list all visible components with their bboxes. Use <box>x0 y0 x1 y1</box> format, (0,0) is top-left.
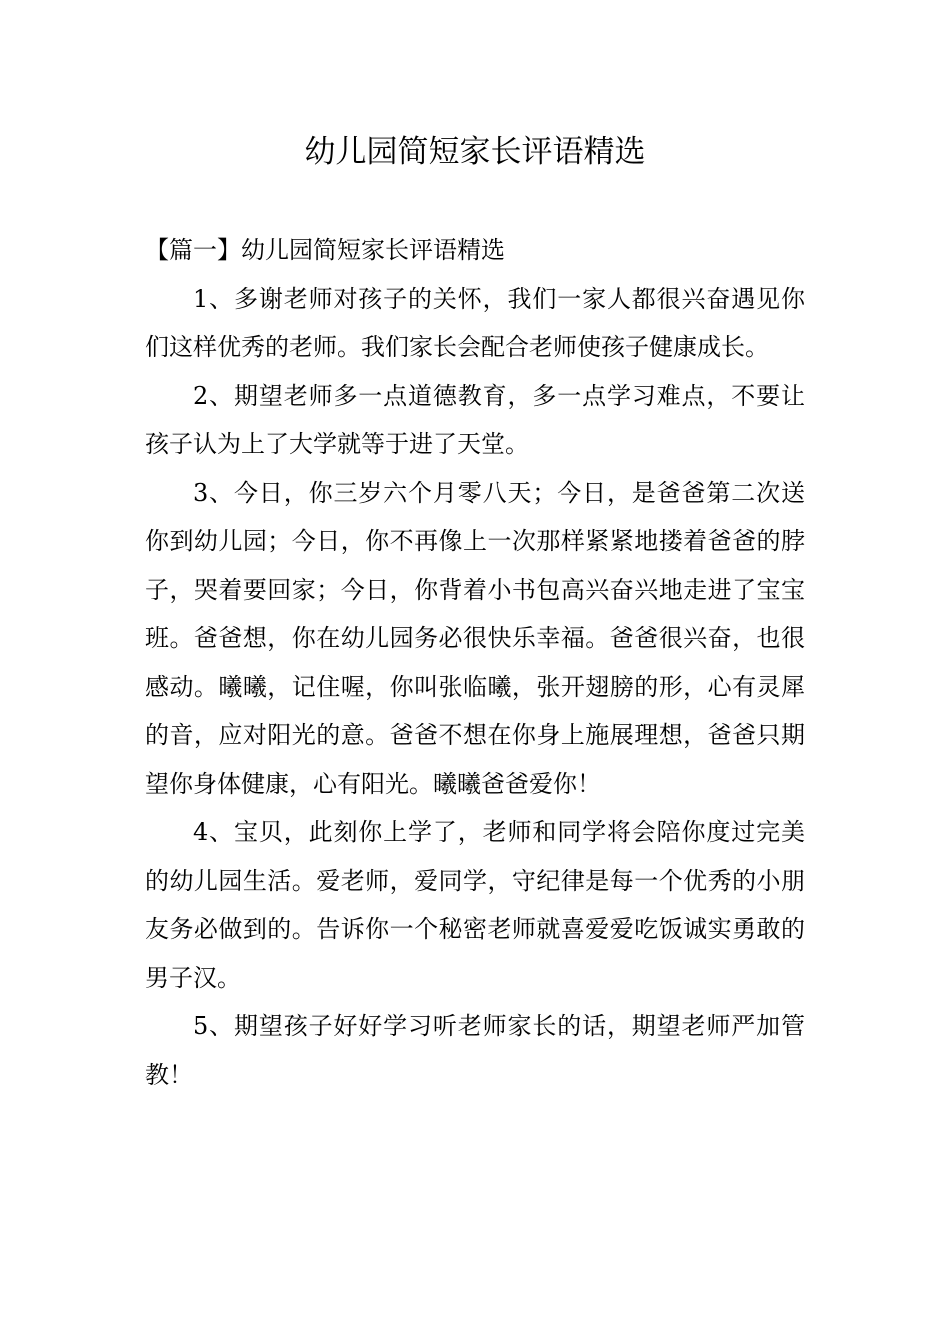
paragraph-4: 4、宝贝，此刻你上学了，老师和同学将会陪你度过完美的幼儿园生活。爱老师，爱同学，守纪律是每一个优秀的小朋友务必做到的。告诉你一个秘密老师就喜爱爱吃饭诚实勇敢的男子汉。 <box>145 818 805 992</box>
paragraph-3: 3、今日，你三岁六个月零八天；今日，是爸爸第二次送你到幼儿园；今日，你不再像上一次那样紧紧地搂着爸爸的脖子，哭着要回家；今日，你背着小书包高兴奋兴地走进了宝宝班。爸爸想，你在幼儿园务必很快乐幸福。爸爸很兴奋，也很感动。曦曦，记住喔，你叫张临曦，张开翅膀的形，心有灵犀的音，应对阳光的意。爸爸不想在你身上施展理想，爸爸只期望你身体健康，心有阳光。曦曦爸爸爱你！ <box>145 478 805 798</box>
document-title: 幼儿园简短家长评语精选 <box>304 134 646 170</box>
paragraph-5: 5、期望孩子好好学习听老师家长的话，期望老师严加管教！ <box>145 1012 805 1089</box>
section-heading: 【篇一】幼儿园简短家长评语精选 <box>145 236 505 264</box>
paragraph-2: 2、期望老师多一点道德教育，多一点学习难点，不要让孩子认为上了大学就等于进了天堂。 <box>145 381 805 458</box>
document-body <box>145 226 805 1099</box>
paragraph-1: 1、多谢老师对孩子的关怀，我们一家人都很兴奋遇见你们这样优秀的老师。我们家长会配合老师使孩子健康成长。 <box>145 284 805 361</box>
